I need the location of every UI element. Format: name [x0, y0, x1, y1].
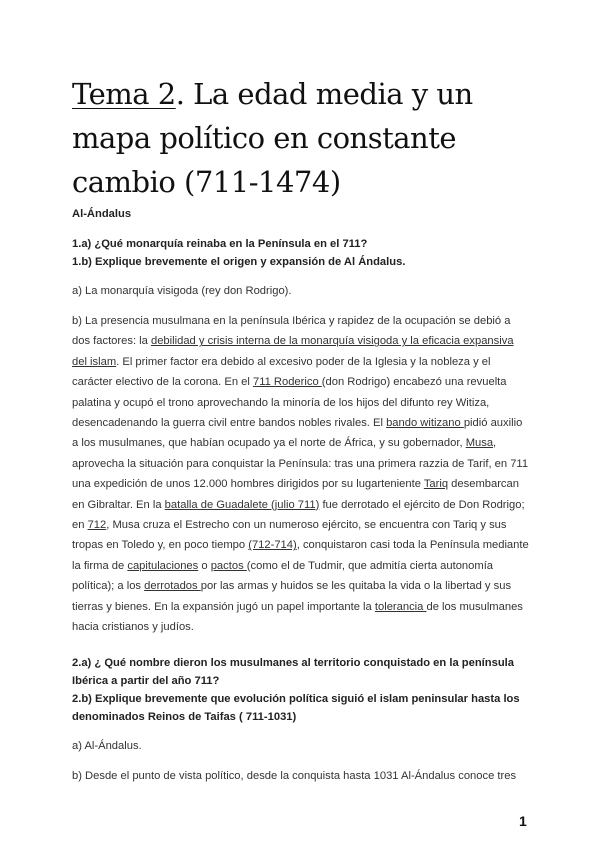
underlined-term: bando witizano [386, 417, 464, 430]
question-1a: 1.a) ¿Qué monarquía reinaba en la Península en el 711? [72, 238, 368, 250]
underlined-term: derrotados [144, 580, 201, 593]
page-title [72, 72, 542, 204]
page-number: 1 [519, 813, 527, 829]
underlined-term: (712-714) [248, 539, 297, 552]
text-run: o [198, 559, 211, 572]
text-run: por las armas y huidos se les quitaba la vida o la libertad y sus tierras y bienes. En la expansión jugó un papel importante la [72, 580, 512, 613]
underlined-term: 711 Roderico [252, 376, 322, 389]
text-run: desembarcan en Gibraltar. En la [72, 478, 519, 511]
text-run: b) La presencia musulmana en la península Ibérica y rapidez de la ocupación se debió a dos factores: la [72, 315, 511, 348]
underlined-term: Tariq [423, 478, 449, 491]
answer-1b-paragraph [72, 311, 530, 638]
underlined-term: batalla de Guadalete (julio 711) [164, 498, 320, 511]
title-text: . La edad media y un mapa político en constante cambio (711-1474) [72, 77, 473, 199]
underlined-term: tolerancia [374, 600, 427, 613]
title-topic-number: Tema 2 [72, 77, 176, 111]
underlined-term: Musa [465, 437, 494, 450]
underlined-term: capitulaciones [127, 559, 199, 572]
question-2a: 2.a) ¿ Qué nombre dieron los musulmanes al territorio conquistado en la península Ibérica a partir del año 711? [72, 656, 514, 687]
answer-1a: a) La monarquía visigoda (rey don Rodrigo). [72, 285, 292, 297]
text-run: fue derrotado el ejército de Don Rodrigo; en [72, 498, 525, 532]
text-run: (don Rodrigo) encabezó una revuelta palatina y ocupó el trono aprovechando la minoría de los hijos del difunto rey Witiza, desencadenando la guerra civil entre bandos nobles rivales. El [72, 376, 507, 430]
answer-2b: b) Desde el punto de vista político, desde la conquista hasta 1031 Al-Ándalus conoce tres [72, 769, 517, 782]
underlined-term: debilidad y crisis interna de la monarquía visigoda y la eficacia expansiva del islam [72, 335, 514, 368]
text-run: , aprovecha la situación para conquistar la Península: tras una primera razzia de Tarif, en 711 una expedición de unos 12.000 hombres dirigidos por su lugarteniente [72, 437, 529, 491]
text-run: pidió auxilio a los musulmanes, que habían ocupado ya el norte de África, y su gobernador, [72, 417, 523, 450]
section-heading: Al-Ándalus [72, 208, 132, 220]
text-run: (como el de Tudmir, que admitía cierta autonomía política); a los [72, 559, 494, 593]
underlined-term: 712 [87, 519, 107, 532]
document-body [72, 205, 530, 786]
answer-2a: a) Al-Ándalus. [72, 739, 142, 752]
text-run: . El primer factor era debido al excesivo poder de la Iglesia y la nobleza y el carácter electivo de la corona. En el [72, 355, 491, 389]
question-1b: 1.b) Explique brevemente el origen y expansión de Al Ándalus. [72, 256, 406, 268]
text-run: , Musa cruza el Estrecho con un numeroso ejército, se encuentra con Tariq y sus tropas en Toledo y, en poco tiempo [72, 519, 507, 552]
question-2b: 2.b) Explique brevemente que evolución política siguió el islam peninsular hasta los denominados Reinos de Taifas ( 711-1031) [72, 692, 520, 723]
underlined-term: pactos [210, 559, 247, 572]
text-run: de los musulmanes hacia cristianos y judíos. [72, 600, 523, 634]
text-run: , conquistaron casi toda la Península mediante la firma de [72, 539, 529, 572]
